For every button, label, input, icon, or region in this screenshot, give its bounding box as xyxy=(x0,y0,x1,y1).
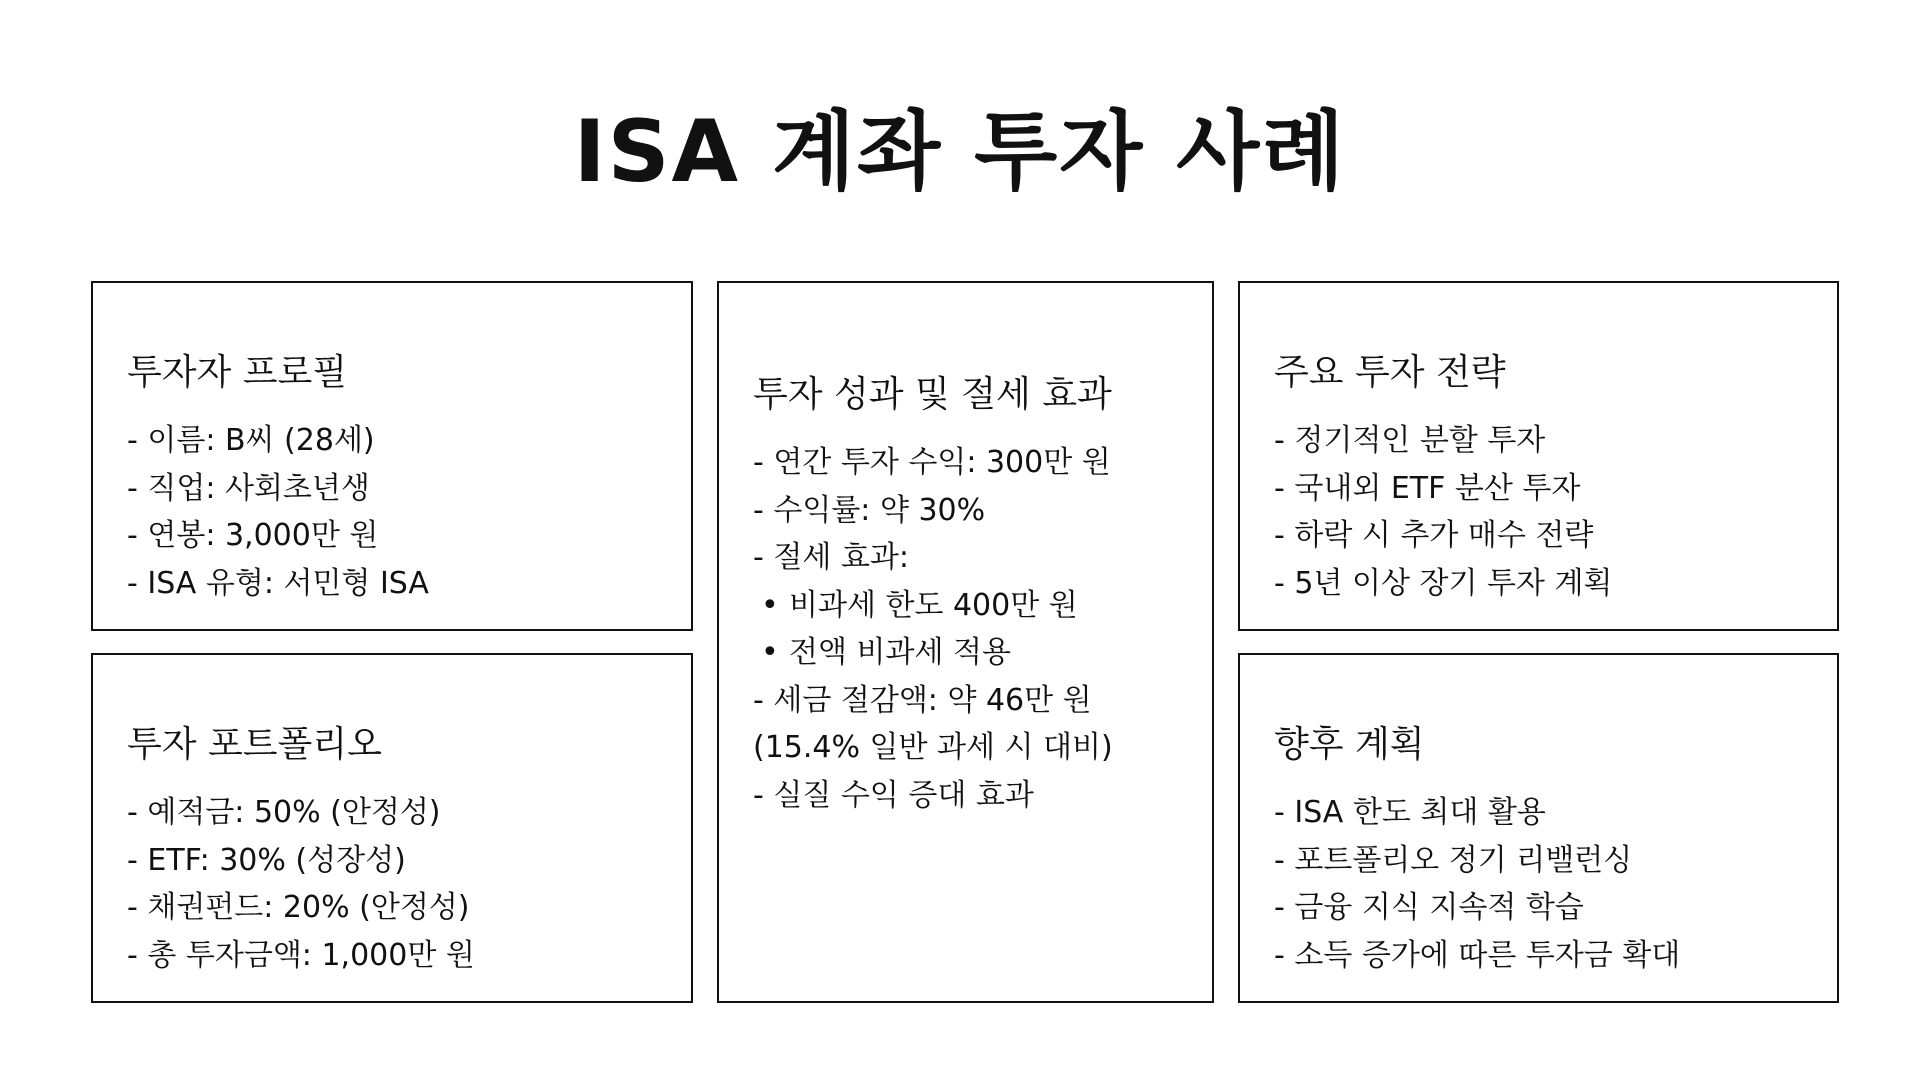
results-tax-savings-heading: 투자 성과 및 절세 효과 xyxy=(753,374,1112,415)
results-item-tax-effect: - 절세 효과: xyxy=(753,540,909,575)
results-item-comparison-note: (15.4% 일반 과세 시 대비) xyxy=(753,730,1113,765)
investment-portfolio-list xyxy=(127,789,671,979)
future-item-max-limit: - ISA 한도 최대 활용 xyxy=(1274,795,1546,830)
future-item-rebalancing: - 포트폴리오 정기 리밸런싱 xyxy=(1274,842,1633,878)
results-tax-savings-card xyxy=(717,281,1214,1003)
results-subitem-full-exemption: • 전액 비과세 적용 xyxy=(753,629,1192,677)
results-item-return-rate: - 수익률: 약 30% xyxy=(753,492,986,528)
future-item-learning: - 금융 지식 지속적 학습 xyxy=(1274,890,1584,925)
portfolio-item-etf: - ETF: 30% (성장성) xyxy=(127,842,406,878)
portfolio-item-total: - 총 투자금액: 1,000만 원 xyxy=(127,937,475,973)
investment-strategy-card xyxy=(1238,281,1839,631)
investment-strategy-heading: 주요 투자 전략 xyxy=(1274,352,1506,393)
results-item-tax-saved: - 세금 절감액: 약 46만 원 xyxy=(753,682,1092,718)
results-subitem-tax-free-limit: • 비과세 한도 400만 원 xyxy=(753,582,1192,630)
investment-strategy-list xyxy=(1274,417,1817,607)
investor-profile-card xyxy=(91,281,693,631)
profile-item-name: - 이름: B씨 (28세) xyxy=(127,423,375,458)
page-title: ISA 계좌 투자 사례 xyxy=(573,102,1347,202)
strategy-item-buy-dip: - 하락 시 추가 매수 전략 xyxy=(1274,518,1594,553)
portfolio-item-deposits: - 예적금: 50% (안정성) xyxy=(127,795,441,830)
investment-portfolio-heading: 투자 포트폴리오 xyxy=(127,724,382,765)
investor-profile-list xyxy=(127,417,671,607)
profile-item-job: - 직업: 사회초년생 xyxy=(127,470,370,506)
strategy-item-etf-diversify: - 국내외 ETF 분산 투자 xyxy=(1274,470,1581,506)
portfolio-item-bond-fund: - 채권펀드: 20% (안정성) xyxy=(127,890,470,925)
profile-item-isa-type: - ISA 유형: 서민형 ISA xyxy=(127,565,429,601)
future-plans-list xyxy=(1274,789,1817,979)
results-tax-savings-list xyxy=(753,439,1192,819)
strategy-item-long-term: - 5년 이상 장기 투자 계획 xyxy=(1274,565,1613,601)
investment-portfolio-card xyxy=(91,653,693,1003)
future-plans-heading: 향후 계획 xyxy=(1274,724,1425,765)
results-item-real-gain: - 실질 수익 증대 효과 xyxy=(753,777,1034,813)
investor-profile-heading: 투자자 프로필 xyxy=(127,352,348,393)
strategy-item-regular-split: - 정기적인 분할 투자 xyxy=(1274,423,1546,458)
future-item-increase-investment: - 소득 증가에 따른 투자금 확대 xyxy=(1274,937,1681,973)
profile-item-salary: - 연봉: 3,000만 원 xyxy=(127,518,379,553)
results-item-annual-return: - 연간 투자 수익: 300만 원 xyxy=(753,445,1111,480)
future-plans-card xyxy=(1238,653,1839,1003)
